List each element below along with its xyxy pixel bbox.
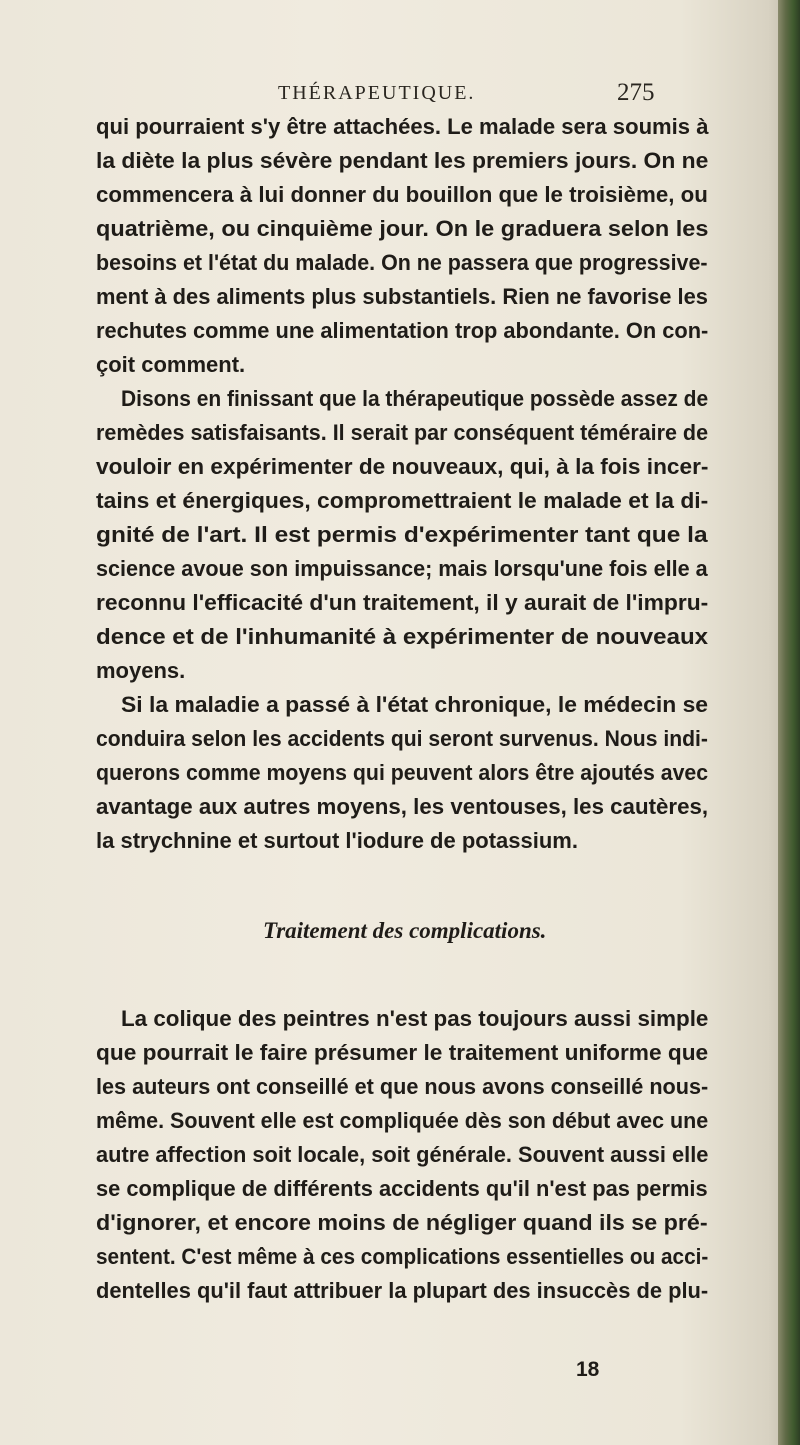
text-line: remèdes satisfaisants. Il serait par conséquent téméraire de <box>96 420 709 445</box>
text-line: besoins et l'état du malade. On ne passera que progressive- <box>96 250 708 275</box>
text-line: conduira selon les accidents qui seront survenus. Nous indi- <box>96 726 708 751</box>
signature-mark: 18 <box>576 1358 600 1381</box>
text-line: ment à des aliments plus substantiels. Rien ne favorise les <box>96 284 708 309</box>
text-line: que pourrait le faire présumer le traitement uniforme que <box>96 1040 709 1065</box>
text-line: dence et de l'inhumanité à expérimenter de nouveaux <box>96 624 709 649</box>
running-title: THÉRAPEUTIQUE. <box>278 82 476 104</box>
text-line: querons comme moyens qui peuvent alors être ajoutés avec <box>96 760 709 785</box>
text-line: autre affection soit locale, soit générale. Souvent aussi elle <box>96 1142 709 1167</box>
section-heading: Traitement des complications. <box>263 918 547 943</box>
text-line: moyens. <box>96 658 186 683</box>
text-line: reconnu l'efficacité d'un traitement, il y aurait de l'impru- <box>96 590 709 615</box>
running-head <box>0 78 800 108</box>
text-line: avantage aux autres moyens, les ventouses, les cautères, <box>96 794 709 819</box>
text-line: qui pourraient s'y être attachées. Le malade sera soumis à <box>96 114 709 139</box>
text-line: quatrième, ou cinquième jour. On le graduera selon les <box>96 216 709 241</box>
text-line: dentelles qu'il faut attribuer la plupart des insuccès de plu- <box>96 1278 709 1303</box>
text-line: çoit comment. <box>96 352 246 377</box>
text-line: se complique de différents accidents qu'il n'est pas permis <box>96 1176 708 1201</box>
book-gutter-edge <box>778 0 800 1445</box>
paragraph-start-line: Disons en finissant que la thérapeutique possède assez de <box>121 386 709 411</box>
text-line: tains et énergiques, compromettraient le malade et la di- <box>96 488 709 513</box>
text-line: d'ignorer, et encore moins de négliger quand ils se pré- <box>96 1210 708 1235</box>
text-line: science avoue son impuissance; mais lorsqu'une fois elle a <box>96 556 708 581</box>
text-line: même. Souvent elle est compliquée dès son début avec une <box>96 1108 709 1133</box>
text-line: vouloir en expérimenter de nouveaux, qui, à la fois incer- <box>96 454 709 479</box>
text-line: la strychnine et surtout l'iodure de potassium. <box>96 828 578 853</box>
text-line: rechutes comme une alimentation trop abondante. On con- <box>96 318 709 343</box>
text-line: gnité de l'art. Il est permis d'expérimenter tant que la <box>96 522 708 547</box>
text-line: sentent. C'est même à ces complications essentielles ou acci- <box>96 1244 709 1269</box>
text-line: la diète la plus sévère pendant les premiers jours. On ne <box>96 148 709 173</box>
page-number: 275 <box>617 79 655 106</box>
text-line: les auteurs ont conseillé et que nous avons conseillé nous- <box>96 1074 709 1099</box>
paragraph-start-line: La colique des peintres n'est pas toujours aussi simple <box>121 1006 709 1031</box>
paragraph-start-line: Si la maladie a passé à l'état chronique, le médecin se <box>121 692 709 717</box>
text-line: commencera à lui donner du bouillon que le troisième, ou <box>96 182 708 207</box>
